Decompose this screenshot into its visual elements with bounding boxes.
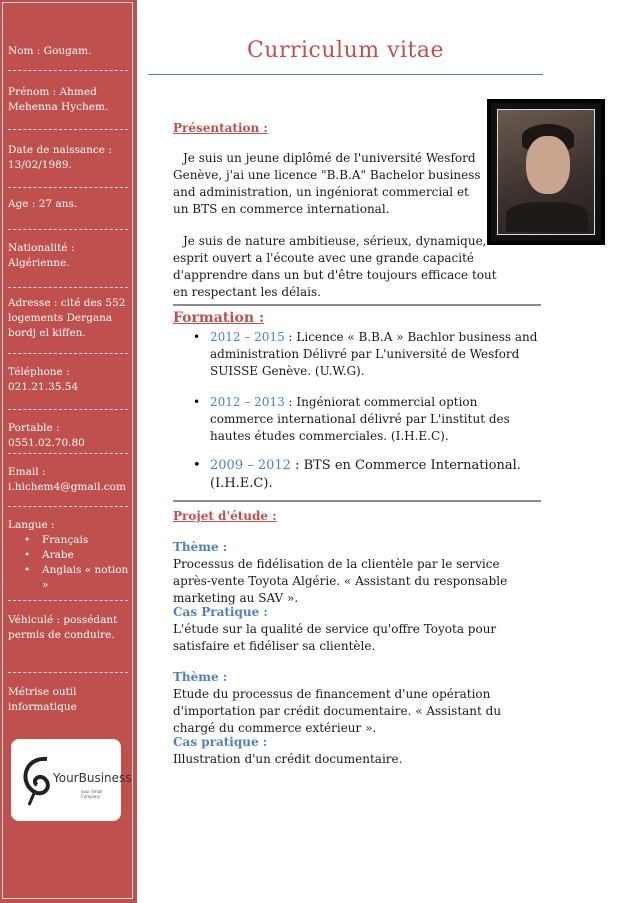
divider — [8, 187, 128, 188]
theme-label: Thème : — [173, 670, 228, 684]
metrise-field: Métrise outil informatique — [8, 686, 77, 713]
formation-item — [193, 394, 538, 445]
prenom-field: Prénom : Ahmed Mehenna Hychem. — [8, 86, 109, 113]
yourbusiness-logo — [11, 739, 132, 821]
formation-list — [193, 457, 538, 493]
formation-item — [193, 329, 538, 380]
presentation-para-2: Je suis de nature ambitieuse, sérieux, dynamique, esprit ouvert a l'écoute avec une grande capacité d'apprendre dans un but d'être toujours efficace tout en respectant les délais. — [173, 234, 497, 299]
formation-heading: Formation : — [173, 310, 265, 326]
theme-label: Thème : — [173, 540, 228, 554]
theme-text: Processus de fidélisation de la clientèle par le service après-vente Toyota Algérie. « Assistant du responsable marketing au SAV ». — [173, 557, 508, 605]
nom-field: Nom : Gougam. — [8, 45, 92, 57]
photo-frame — [497, 109, 595, 235]
naissance-field — [8, 143, 133, 173]
portable-value: 0551.02.70.80 — [8, 437, 85, 449]
vehicule-field: Véhiculé : possédant permis de conduire. — [8, 614, 118, 641]
portable-field — [8, 421, 133, 451]
adresse-field: Adresse : cité des 552 logements Dergana bordj el kiffen. — [8, 297, 126, 339]
langue-label: Langue : — [8, 519, 55, 531]
langue-item: • Anglais « notion » — [24, 563, 133, 593]
formation-item — [193, 457, 538, 493]
portable-label: Portable : — [8, 422, 60, 434]
divider — [8, 672, 128, 673]
profile-photo — [487, 99, 605, 245]
logo-subtitle: your Small Company — [81, 789, 103, 799]
projet-heading: Projet d'étude : — [173, 509, 277, 523]
sidebar — [0, 0, 137, 903]
section-divider — [173, 304, 541, 306]
email-field — [8, 465, 133, 495]
email-value: i.hichem4@gmail.com — [8, 481, 126, 493]
telephone-label: Téléphone : — [8, 366, 70, 378]
divider — [8, 70, 128, 71]
presentation-para-1: Je suis un jeune diplômé de l'université Wesford Genève, j'ai une licence "B.B.A" Bachelor business and administration, un ingéniorat commercial et un BTS en commerce international. — [173, 151, 481, 216]
swirl-logo-icon — [17, 751, 57, 807]
naissance-label: Date de naissance : — [8, 144, 112, 156]
divider — [8, 287, 128, 288]
langue-item: • Arabe — [24, 548, 133, 563]
formation-years: 2012 – 2015 — [210, 330, 285, 344]
theme-text: Etude du processus de financement d'une opération d'importation par crédit documentaire. « Assistant du chargé du commerce extérieur ». — [173, 687, 502, 735]
age-value: 27 ans. — [38, 198, 78, 210]
photo-shirt — [506, 202, 588, 232]
divider — [8, 600, 128, 601]
cas-pratique-label: Cas pratique : — [173, 735, 268, 749]
cas-pratique-text: L'étude sur la qualité de service qu'offre Toyota pour satisfaire et fidéliser sa clientèle. — [173, 622, 497, 653]
presentation-heading: Présentation : — [173, 121, 268, 135]
telephone-field — [8, 365, 133, 395]
naissance-value: 13/02/1989. — [8, 159, 72, 171]
age-field — [8, 197, 133, 212]
logo-text: YourBusiness — [53, 771, 132, 785]
divider — [8, 353, 128, 354]
email-label: Email : — [8, 466, 46, 478]
section-divider — [173, 500, 541, 502]
formation-list — [193, 329, 538, 380]
langue-field — [8, 518, 133, 593]
divider — [8, 506, 128, 507]
cas-pratique-label: Cas Pratique : — [173, 605, 268, 619]
divider — [8, 129, 128, 130]
divider — [8, 409, 128, 410]
page-title: Curriculum vitae — [246, 38, 445, 63]
title-underline — [148, 74, 543, 75]
divider — [8, 229, 128, 230]
formation-list — [193, 394, 538, 445]
telephone-value: 021.21.35.54 — [8, 381, 79, 393]
formation-years: 2009 – 2012 — [210, 458, 291, 473]
nationalite-field: Nationalité : Algérienne. — [8, 242, 75, 269]
photo-face — [526, 136, 570, 194]
formation-text: : BTS en Commerce International. (I.H.E.C). — [210, 458, 521, 491]
formation-text: : Ingéniorat commercial option commerce international délivré par L'institut des hautes études commerciales. (I.H.E.C). — [210, 395, 510, 443]
divider — [8, 453, 128, 454]
formation-years: 2012 – 2013 — [210, 395, 285, 409]
age-label: Age : — [8, 198, 39, 210]
langue-list — [8, 533, 133, 593]
cas-pratique-text: Illustration d'un crédit documentaire. — [173, 752, 403, 766]
formation-text: : Licence « B.B.A » Bachlor business and administration Délivré par L'université de Wesford SUISSE Genève. (U.W.G). — [210, 330, 538, 378]
langue-item: • Français — [24, 533, 133, 548]
